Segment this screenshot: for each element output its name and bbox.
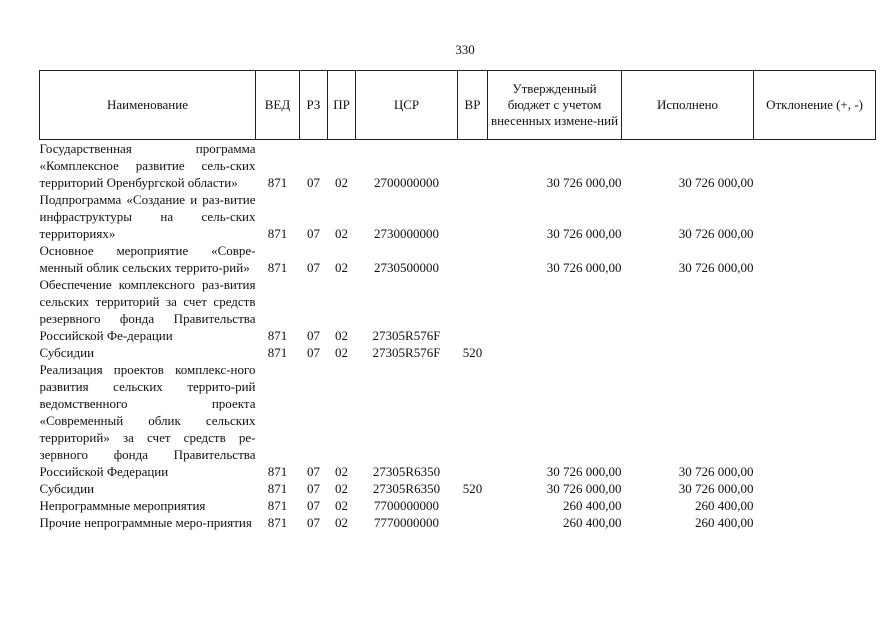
- cell-pr: 02: [335, 260, 348, 275]
- cell-done: [622, 344, 754, 361]
- cell-csr: 2730000000: [374, 226, 439, 241]
- cell-rz: 07: [307, 226, 320, 241]
- cell-done: 260 400,00: [695, 515, 754, 530]
- table-row: [40, 276, 876, 344]
- cell-csr: 27305R6350: [372, 481, 441, 496]
- cell-pr: 02: [335, 515, 348, 530]
- cell-deviation: [754, 361, 876, 480]
- cell-rz: 07: [307, 328, 320, 343]
- cell-rz: 07: [307, 175, 320, 190]
- cell-done: 30 726 000,00: [678, 226, 754, 241]
- header-csr: ЦСР: [356, 71, 458, 140]
- cell-vr: [458, 361, 488, 480]
- cell-rz: 07: [307, 464, 320, 479]
- cell-pr: 02: [335, 175, 348, 190]
- cell-pr: 02: [335, 345, 348, 360]
- header-ved: ВЕД: [256, 71, 300, 140]
- cell-budget: 30 726 000,00: [546, 226, 622, 241]
- cell-budget: 30 726 000,00: [546, 481, 622, 496]
- cell-pr: 02: [335, 226, 348, 241]
- cell-vr: [458, 191, 488, 242]
- cell-deviation: [754, 480, 876, 497]
- cell-budget: [488, 344, 622, 361]
- cell-done: 30 726 000,00: [678, 175, 754, 190]
- cell-vr: 520: [462, 345, 483, 360]
- cell-done: 30 726 000,00: [678, 260, 754, 275]
- header-deviation: Отклонение (+, -): [754, 71, 876, 140]
- cell-vr: [458, 514, 488, 531]
- table-row: [40, 480, 876, 497]
- cell-pr: 02: [335, 464, 348, 479]
- cell-ved: 871: [267, 175, 288, 190]
- cell-pr: 02: [335, 481, 348, 496]
- cell-vr: [458, 242, 488, 276]
- table-header-row: [40, 71, 876, 140]
- cell-budget: 30 726 000,00: [546, 175, 622, 190]
- cell-budget: 30 726 000,00: [546, 464, 622, 479]
- table-row: [40, 514, 876, 531]
- cell-csr: 27305R576F: [372, 345, 441, 360]
- cell-csr: 2700000000: [374, 175, 439, 190]
- cell-name: Субсидии: [39, 481, 95, 496]
- cell-csr: 27305R6350: [372, 464, 441, 479]
- cell-csr: 27305R576F: [372, 328, 441, 343]
- cell-ved: 871: [267, 260, 288, 275]
- cell-name: Обеспечение комплексного раз-вития сельских территорий за счет средств резервного фонда Правительства Российской Фе-дерации: [39, 277, 256, 343]
- table-row: [40, 191, 876, 242]
- header-name: Наименование: [40, 71, 256, 140]
- table-row: [40, 497, 876, 514]
- cell-name: Реализация проектов комплекс-ного развития сельских террито-рий ведомственного проекта «Современный облик сельских территорий» за счет средств ре-зервного фонда Правительства Российской Федерации: [39, 362, 256, 479]
- cell-ved: 871: [267, 498, 288, 513]
- cell-csr: 7770000000: [374, 515, 439, 530]
- cell-rz: 07: [307, 481, 320, 496]
- cell-deviation: [754, 276, 876, 344]
- cell-rz: 07: [307, 498, 320, 513]
- cell-name: Подпрограмма «Создание и раз-витие инфраструктуры на сель-ских территориях»: [39, 192, 256, 241]
- table-row: [40, 140, 876, 192]
- cell-budget: 260 400,00: [563, 515, 622, 530]
- cell-name: Основное мероприятие «Совре-менный облик сельских террито-рий»: [39, 243, 256, 275]
- cell-deviation: [754, 514, 876, 531]
- cell-budget: [488, 276, 622, 344]
- cell-deviation: [754, 191, 876, 242]
- cell-budget: 30 726 000,00: [546, 260, 622, 275]
- cell-done: 30 726 000,00: [678, 464, 754, 479]
- cell-done: 260 400,00: [695, 498, 754, 513]
- table-row: [40, 361, 876, 480]
- cell-deviation: [754, 140, 876, 192]
- budget-table: [39, 70, 876, 531]
- cell-done: [622, 276, 754, 344]
- table-row: [40, 242, 876, 276]
- cell-deviation: [754, 344, 876, 361]
- page-number: 330: [455, 42, 475, 57]
- cell-done: 30 726 000,00: [678, 481, 754, 496]
- cell-deviation: [754, 497, 876, 514]
- cell-ved: 871: [267, 464, 288, 479]
- cell-csr: 2730500000: [374, 260, 439, 275]
- header-done: Исполнено: [622, 71, 754, 140]
- cell-deviation: [754, 242, 876, 276]
- cell-name: Непрограммные мероприятия: [39, 498, 206, 513]
- header-budget: Утвержденный бюджет с учетом внесенных измене-ний: [488, 71, 622, 140]
- cell-vr: [458, 140, 488, 192]
- header-rz: РЗ: [300, 71, 328, 140]
- cell-ved: 871: [267, 481, 288, 496]
- cell-ved: 871: [267, 345, 288, 360]
- cell-vr: 520: [462, 481, 483, 496]
- header-pr: ПР: [328, 71, 356, 140]
- cell-rz: 07: [307, 515, 320, 530]
- cell-vr: [458, 276, 488, 344]
- cell-name: Субсидии: [39, 345, 95, 360]
- cell-budget: 260 400,00: [563, 498, 622, 513]
- cell-name: Прочие непрограммные меро-приятия: [39, 515, 252, 530]
- cell-name: Государственная программа «Комплексное развитие сель-ских территорий Оренбургской области»: [39, 141, 256, 190]
- cell-pr: 02: [335, 498, 348, 513]
- cell-ved: 871: [267, 515, 288, 530]
- cell-rz: 07: [307, 345, 320, 360]
- cell-rz: 07: [307, 260, 320, 275]
- table-row: [40, 344, 876, 361]
- cell-ved: 871: [267, 226, 288, 241]
- cell-ved: 871: [267, 328, 288, 343]
- cell-pr: 02: [335, 328, 348, 343]
- cell-csr: 7700000000: [374, 498, 439, 513]
- cell-vr: [458, 497, 488, 514]
- header-vr: ВР: [458, 71, 488, 140]
